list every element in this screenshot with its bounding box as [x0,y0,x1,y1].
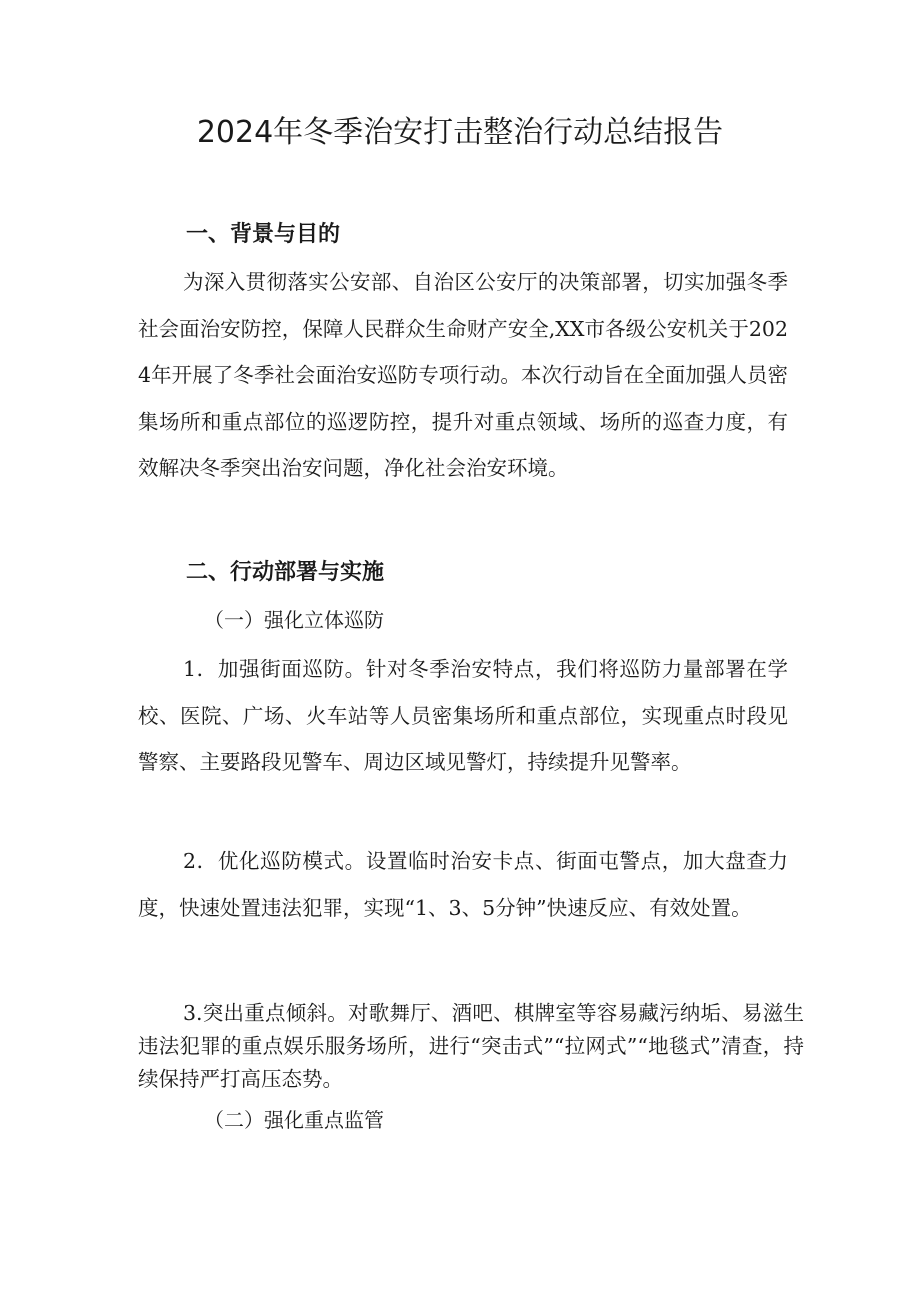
paragraph-item-3: 3.突出重点倾斜。对歌舞厅、酒吧、棋牌室等容易藏污纳垢、易滋生违法犯罪的重点娱乐服务场所，进行“突击式”“拉网式”“地毯式”清查，持续保持严打高压态势。 [138,1001,804,1091]
document-title: 2024年冬季治安打击整治行动总结报告 [196,115,724,150]
section-heading-deployment: 二、行动部署与实施 [186,560,385,585]
paragraph-item-2: 2．优化巡防模式。设置临时治安卡点、街面屯警点，加大盘查力度，快速处置违法犯罪，实现“1、3、5分钟”快速反应、有效处置。 [138,849,788,920]
subsection-heading-patrol: （一）强化立体巡防 [204,608,384,632]
paragraph-background: 为深入贯彻落实公安部、自治区公安厅的决策部署，切实加强冬季社会面治安防控，保障人民群众生命财产安全,XX市各级公安机关于2024年开展了冬季社会面治安巡防专项行动。本次行动旨在全面加强人员密集场所和重点部位的巡逻防控，提升对重点领域、场所的巡查力度，有效解决冬季突出治安问题，净化社会治安环境。 [138,270,788,480]
subsection-heading-supervision: （二）强化重点监管 [204,1108,384,1132]
paragraph-item-1: 1．加强街面巡防。针对冬季治安特点，我们将巡防力量部署在学校、医院、广场、火车站等人员密集场所和重点部位，实现重点时段见警察、主要路段见警车、周边区域见警灯，持续提升见警率。 [138,657,788,774]
section-heading-background: 一、背景与目的 [186,222,341,247]
